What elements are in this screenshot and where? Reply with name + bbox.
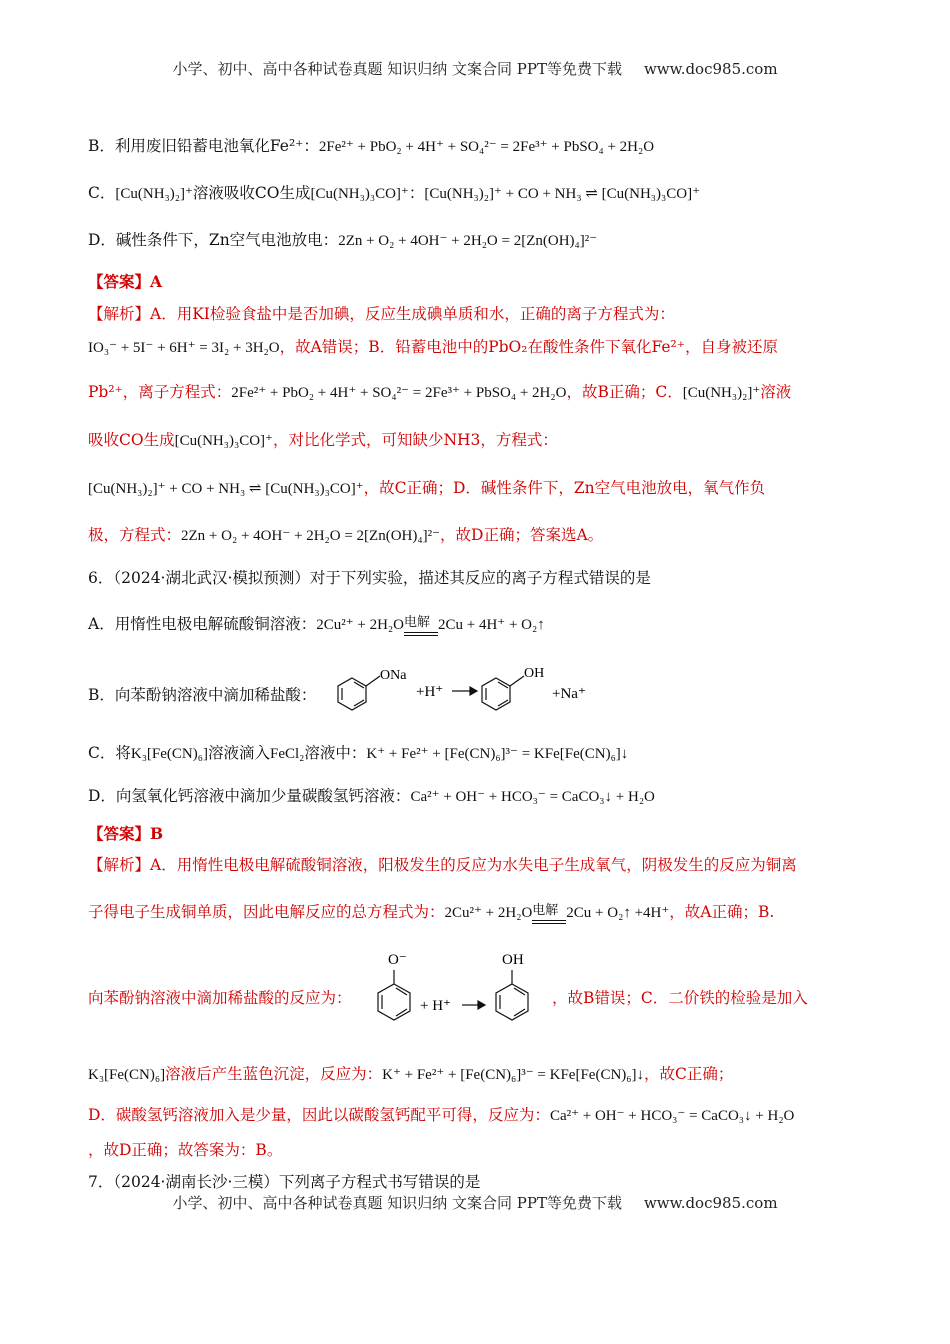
q6-analysis-line6: ，故D正确；故答案为：B。	[88, 1141, 283, 1159]
option-text: A．用惰性电极电解硫酸铜溶液：	[88, 615, 317, 633]
equation: K⁺ + Fe²⁺ + [Fe(CN)₆]³⁻ = KFe[Fe(CN)₆]↓	[366, 746, 629, 762]
equation: Ca²⁺ + OH⁻ + HCO₃⁻ = CaCO₃↓ + H₂O	[410, 789, 655, 805]
phenol-ring-icon	[482, 676, 524, 710]
equation: 2Fe²⁺ + PbO₂ + 4H⁺ + SO₄²⁻ = 2Fe³⁺ + PbSO₄ + 2H₂O	[318, 139, 655, 155]
q5-option-d	[88, 228, 597, 250]
header-text: 小学、初中、高中各种试卷真题 知识归纳 文案合同 PPT等免费下载	[172, 60, 622, 78]
equation-left: 2Cu²⁺ + 2H₂O	[444, 905, 533, 921]
benzene-ring-icon	[378, 970, 410, 1020]
arrow-icon	[462, 1001, 485, 1009]
equation: Ca²⁺ + OH⁻ + HCO₃⁻ = CaCO₃↓ + H₂O	[549, 1108, 795, 1124]
q6-analysis-line4	[88, 1062, 733, 1084]
complex-formula: [Cu(NH₃)₃CO]⁺	[310, 186, 409, 202]
equation: IO₃⁻ + 5I⁻ + 6H⁺ = 3I₂ + 3H₂O	[88, 340, 280, 356]
option-text: 溶液吸收CO生成	[192, 184, 311, 202]
phenoxide-reaction-diagram	[330, 664, 610, 716]
q6-option-c	[88, 741, 628, 763]
condition-label: 电解	[403, 615, 430, 630]
q6-analysis-line3-tail: ，故B错误；C．二价铁的检验是加入	[552, 989, 808, 1007]
analysis-text: Pb²⁺，离子方程式：	[88, 383, 232, 401]
q5-analysis-line5	[88, 476, 765, 498]
option-text: 溶液滴入	[207, 744, 270, 762]
footer-text: 小学、初中、高中各种试卷真题 知识归纳 文案合同 PPT等免费下载	[172, 1194, 622, 1212]
q6-option-a	[88, 612, 545, 634]
complex-formula: [Cu(NH₃)₂]⁺	[682, 385, 761, 401]
sub2-label: OH	[524, 666, 545, 681]
equals-sign	[404, 632, 438, 636]
q5-analysis-line3	[88, 380, 791, 402]
equation: [Cu(NH₃)₂]⁺ + CO + NH₃ ⇌ [Cu(NH₃)₃CO]⁺	[88, 481, 364, 497]
equation: 2Zn + O₂ + 4OH⁻ + 2H₂O = 2[Zn(OH)₄]²⁻	[338, 233, 598, 249]
page-header	[0, 58, 950, 79]
plus-h-label: +H⁺	[416, 684, 444, 700]
analysis-text: ，故B正确；C．	[566, 383, 683, 401]
option-label: C．	[88, 184, 116, 202]
analysis-text: 溶液	[760, 383, 792, 401]
q6-answer: 【答案】B	[88, 824, 164, 843]
analysis-text: ，对比化学式，可知缺少NH3，方程式：	[272, 431, 558, 449]
salt-formula: FeCl₂	[270, 746, 305, 762]
analysis-text: ，故C正确；D．碱性条件下，Zn空气电池放电，氧气作负	[363, 479, 766, 497]
condition-label: 电解	[532, 903, 559, 918]
q6-option-b-text: B．向苯酚钠溶液中滴加稀盐酸：	[88, 686, 317, 704]
option-label: C．将	[88, 744, 131, 762]
equation: 2Zn + O₂ + 4OH⁻ + 2H₂O = 2[Zn(OH)₄]²⁻	[181, 528, 441, 544]
sub2-label: OH	[502, 952, 524, 968]
option-text: D．向氢氧化钙溶液中滴加少量碳酸氢钙溶液：	[88, 787, 411, 805]
analysis-text: D．碳酸氢钙溶液加入是少量，因此以碳酸氢钙配平可得，反应为：	[88, 1106, 550, 1124]
colon: ：	[408, 184, 425, 202]
plus-h-label: + H⁺	[420, 998, 451, 1014]
reagent-formula: K₃[Fe(CN)₆]	[88, 1067, 166, 1083]
q5-option-c	[88, 181, 700, 203]
q5-analysis-line1: 【解析】A．用KI检验食盐中是否加碘，反应生成碘单质和水，正确的离子方程式为：	[88, 305, 675, 323]
header-url[interactable]: www.doc985.com	[643, 60, 778, 78]
page-footer	[0, 1192, 950, 1213]
reagent-formula: K₃[Fe(CN)₆]	[130, 746, 208, 762]
analysis-text: 吸收CO生成	[88, 431, 175, 449]
complex-formula: [Cu(NH₃)₂]⁺	[115, 186, 193, 202]
q6-option-d	[88, 784, 655, 806]
analysis-text: ，故A正确；B.	[669, 903, 775, 921]
q5-analysis-line2	[88, 335, 778, 357]
q5-answer: 【答案】A	[88, 272, 163, 291]
q6-analysis-line3-text: 向苯酚钠溶液中滴加稀盐酸的反应为：	[88, 989, 352, 1007]
complex-formula: [Cu(NH₃)₃CO]⁺	[174, 433, 273, 449]
benzene-ring-icon	[338, 676, 380, 710]
equation: K⁺ + Fe²⁺ + [Fe(CN)₆]³⁻ = KFe[Fe(CN)₆]↓	[382, 1067, 645, 1083]
equation-left: 2Cu²⁺ + 2H₂O	[316, 617, 404, 633]
tail-label: +Na⁺	[552, 686, 586, 702]
phenol-ring-icon	[496, 970, 528, 1020]
option-text: B．利用废旧铅蓄电池氧化Fe²⁺：	[88, 137, 319, 155]
q5-analysis-line4	[88, 428, 558, 450]
equation-right: 2Cu + 4H⁺ + O₂↑	[437, 617, 545, 633]
option-text: 溶液中：	[304, 744, 367, 762]
option-text: D．碱性条件下，Zn空气电池放电：	[88, 231, 339, 249]
sub1-label: ONa	[380, 668, 407, 683]
q5-analysis-line6	[88, 523, 603, 545]
analysis-text: ，故D正确；答案选A。	[440, 526, 604, 544]
analysis-text: ，故A错误；B．铅蓄电池中的PbO₂在酸性条件下氧化Fe²⁺，自身被还原	[279, 338, 778, 356]
analysis-text: ，故C正确；	[644, 1065, 734, 1083]
analysis-text: 溶液后产生蓝色沉淀，反应为：	[165, 1065, 383, 1083]
q6-analysis-line2	[88, 900, 774, 922]
equation: 2Fe²⁺ + PbO₂ + 4H⁺ + SO₄²⁻ = 2Fe³⁺ + PbSO₄ + 2H₂O	[231, 385, 567, 401]
equation: [Cu(NH₃)₂]⁺ + CO + NH₃ ⇌ [Cu(NH₃)₃CO]⁺	[424, 186, 700, 202]
analysis-text: 子得电子生成铜单质，因此电解反应的总方程式为：	[88, 903, 445, 921]
arrow-icon	[452, 687, 477, 695]
sub1-label: O⁻	[388, 952, 407, 968]
q6-analysis-line5	[88, 1103, 794, 1125]
q6-stem: 6．（2024·湖北武汉·模拟预测）对于下列实验，描述其反应的离子方程式错误的是	[88, 569, 651, 587]
equation-right: 2Cu + O₂↑ +4H⁺	[566, 905, 670, 921]
footer-url[interactable]: www.doc985.com	[643, 1194, 778, 1212]
analysis-text: 极，方程式：	[88, 526, 182, 544]
phenoxide-analysis-diagram	[368, 946, 548, 1032]
q6-analysis-line1: 【解析】A．用惰性电极电解硫酸铜溶液，阳极发生的反应为水失电子生成氧气，阴极发生的反应为铜离	[88, 856, 797, 874]
q7-stem: 7．（2024·湖南长沙·三模）下列离子方程式书写错误的是	[88, 1173, 481, 1191]
equals-sign	[532, 920, 566, 924]
q5-option-b	[88, 134, 654, 156]
